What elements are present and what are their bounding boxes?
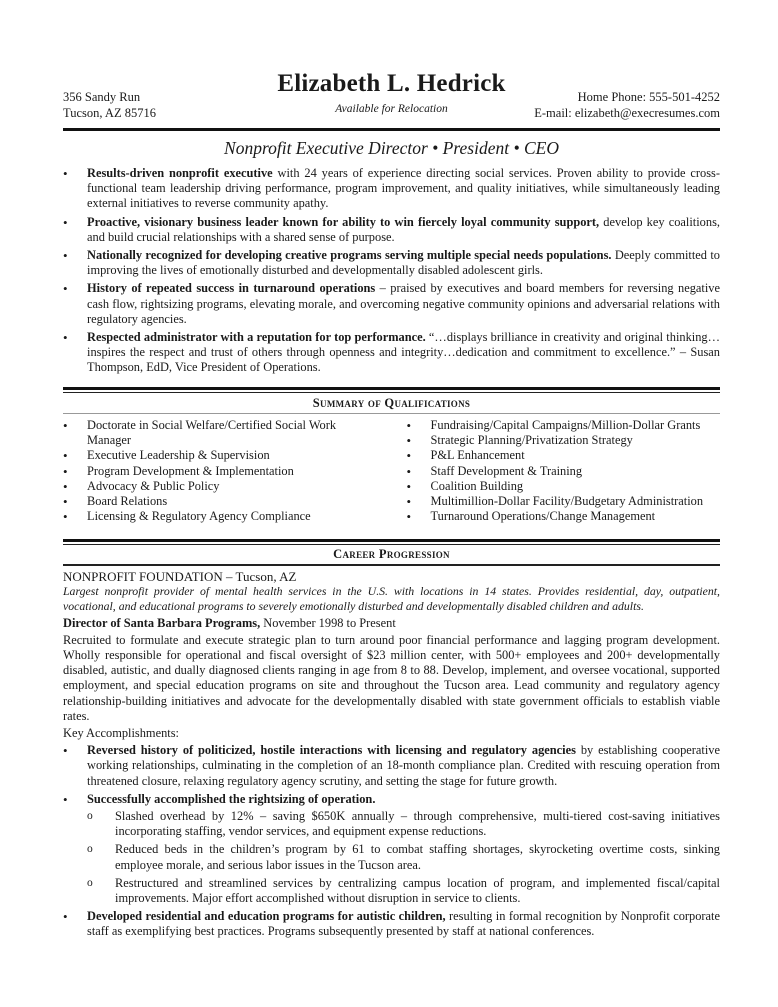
contact-block	[534, 89, 720, 121]
qualification-item: • Strategic Planning/Privatization Strategy	[407, 433, 721, 448]
qualification-item: • Executive Leadership & Supervision	[63, 448, 377, 463]
qualification-item: • Fundraising/Capital Campaigns/Million-Dollar Grants	[407, 418, 721, 433]
headline: Nonprofit Executive Director • President • CEO	[224, 138, 559, 158]
resume-page	[63, 0, 720, 939]
email: E-mail: elizabeth@execresumes.com	[534, 106, 720, 120]
qualification-item: • Staff Development & Training	[407, 464, 721, 479]
candidate-name: Elizabeth L. Hedrick	[277, 70, 506, 97]
qualification-item: • Coalition Building	[407, 479, 721, 494]
resume-header	[63, 0, 720, 122]
career-top-rule-2	[63, 544, 720, 545]
profile-item: • Nationally recognized for developing creative programs serving multiple special needs populations. Deeply committed to improving the lives of emotionally disturbed and developmentally disabled adolescent girls.	[63, 248, 720, 278]
qualifications-under-rule	[63, 413, 720, 414]
sub-accomplishment-item: o Slashed overhead by 12% – saving $650K annually – through comprehensive, multi-tiered cost-saving initiatives incorporating staffing, vendor services, and equipment expense reductions.	[87, 809, 720, 839]
accomplishment-item: • Successfully accomplished the rightsizing of operation. o Slashed overhead by 12% – saving $650K annually – through comprehensive, multi-tiered cost-saving initiatives incorporating staffing, vendor services, and equipment expense reductions. o Reduced beds in the children’s program by 61 to combat staffing shortages, skyrocketing overtime costs, sinking employee morale, and serious labor issues in the Tucson area. o Restructured and streamlined services by centralizing campus location of program, and implemented fiscal/capital improvements. Major effort accomplished without disruption in service to clients.	[63, 792, 720, 906]
qualifications-list	[63, 418, 720, 524]
qualification-item: • P&L Enhancement	[407, 448, 721, 463]
sub-accomplishment-item: o Reduced beds in the children’s program by 61 to combat staffing shortages, skyrocketing overtime costs, sinking employee morale, and serious labor issues in the Tucson area.	[87, 842, 720, 872]
qualification-item: • Licensing & Regulatory Agency Compliance	[63, 509, 377, 524]
role-summary: Recruited to formulate and execute strategic plan to turn around poor financial performance and lagging program development. Wholly responsible for operational and fiscal oversight of $23 million center, with 500+ employees and 200+ developmentally disabled, autistic, and dually diagnosed clients ranging in age from 8 to 88. Develop, implement, and oversee vocational, supported employment, and special education programs on site and throughout the Tucson area. Lead community and regulatory agency relationship-building initiatives and advocate for the developmentally disabled with state government officials to establish viable rates.	[63, 632, 720, 723]
profile-item: • Proactive, visionary business leader known for ability to win fiercely loyal community support, develop key coalitions, and build crucial relationships with a shared sense of purpose.	[63, 215, 720, 245]
qualifications-left-column	[63, 418, 401, 524]
qualifications-title: Summary of Qualifications	[312, 396, 471, 410]
qualification-item: • Turnaround Operations/Change Management	[407, 509, 721, 524]
role-dates: November 1998 to Present	[260, 615, 396, 630]
relocation-note: Available for Relocation	[335, 103, 448, 115]
key-accomplishments-label: Key Accomplishments:	[63, 726, 179, 741]
accomplishment-item: • Reversed history of politicized, hostile interactions with licensing and regulatory agencies by establishing cooperative working relationships, culminating in the completion of an 18-month compliance plan. Credited with rescuing operation from threatened closure, relaxing regulatory agency scrutiny, and setting the stage for future growth.	[63, 743, 720, 789]
role-line	[63, 616, 720, 631]
employer-description: Largest nonprofit provider of mental health services in the U.S. with locations in 14 states. Provides residential, day, outpatient, vocational, and educational programs to severely emotionally disturbed and developmentally disabled children and adults.	[63, 584, 720, 614]
profile-section	[63, 166, 720, 379]
profile-item: • History of repeated success in turnaround operations – praised by executives and board members for reversing negative cash flow, rightsizing programs, elevating morale, and overcoming negative community opinions and adversarial relations with regulatory agencies.	[63, 281, 720, 327]
career-section	[63, 569, 720, 943]
qualification-item: • Board Relations	[63, 494, 377, 509]
qualification-item: • Advocacy & Public Policy	[63, 479, 377, 494]
phone: Home Phone: 555-501-4252	[577, 90, 720, 104]
qualifications-top-rule	[63, 387, 720, 390]
profile-item: • Results-driven nonprofit executive with 24 years of experience directing social services. Proven ability to provide cross-functional team leadership driving performance, program improvement, and quality initiatives, while simultaneously leading external initiatives to reverse community apathy.	[63, 166, 720, 212]
accomplishment-item: • Developed residential and education programs for autistic children, resulting in formal recognition by Nonprofit corporate staff as exemplifying best practices. Programs subsequently presented by staff at national conferences.	[63, 909, 720, 939]
career-under-rule	[63, 564, 720, 566]
career-title: Career Progression	[333, 547, 450, 561]
sub-accomplishment-item: o Restructured and streamlined services by centralizing campus location of program, and implemented fiscal/capital improvements. Major effort accomplished without disruption in service to clients.	[87, 876, 720, 906]
qualification-item: • Doctorate in Social Welfare/Certified Social Work Manager	[63, 418, 377, 448]
qualifications-top-rule-2	[63, 392, 720, 393]
employer-name: NONPROFIT FOUNDATION – Tucson, AZ	[63, 569, 297, 584]
qualifications-right-column	[401, 418, 721, 524]
profile-item: • Respected administrator with a reputation for top performance. “…displays brilliance in creativity and original thinking…inspires the respect and trust of others through openness and integrity…dedication and commitment to excellence.” – Susan Thompson, EdD, Vice President of Operations.	[63, 330, 720, 376]
address-line-2: Tucson, AZ 85716	[63, 106, 156, 120]
career-top-rule	[63, 539, 720, 542]
role-title: Director of Santa Barbara Programs,	[63, 615, 261, 630]
address-line-1: 356 Sandy Run	[63, 90, 141, 104]
qualification-item: • Program Development & Implementation	[63, 464, 377, 479]
header-divider	[63, 128, 720, 131]
qualification-item: • Multimillion-Dollar Facility/Budgetary Administration	[407, 494, 721, 509]
